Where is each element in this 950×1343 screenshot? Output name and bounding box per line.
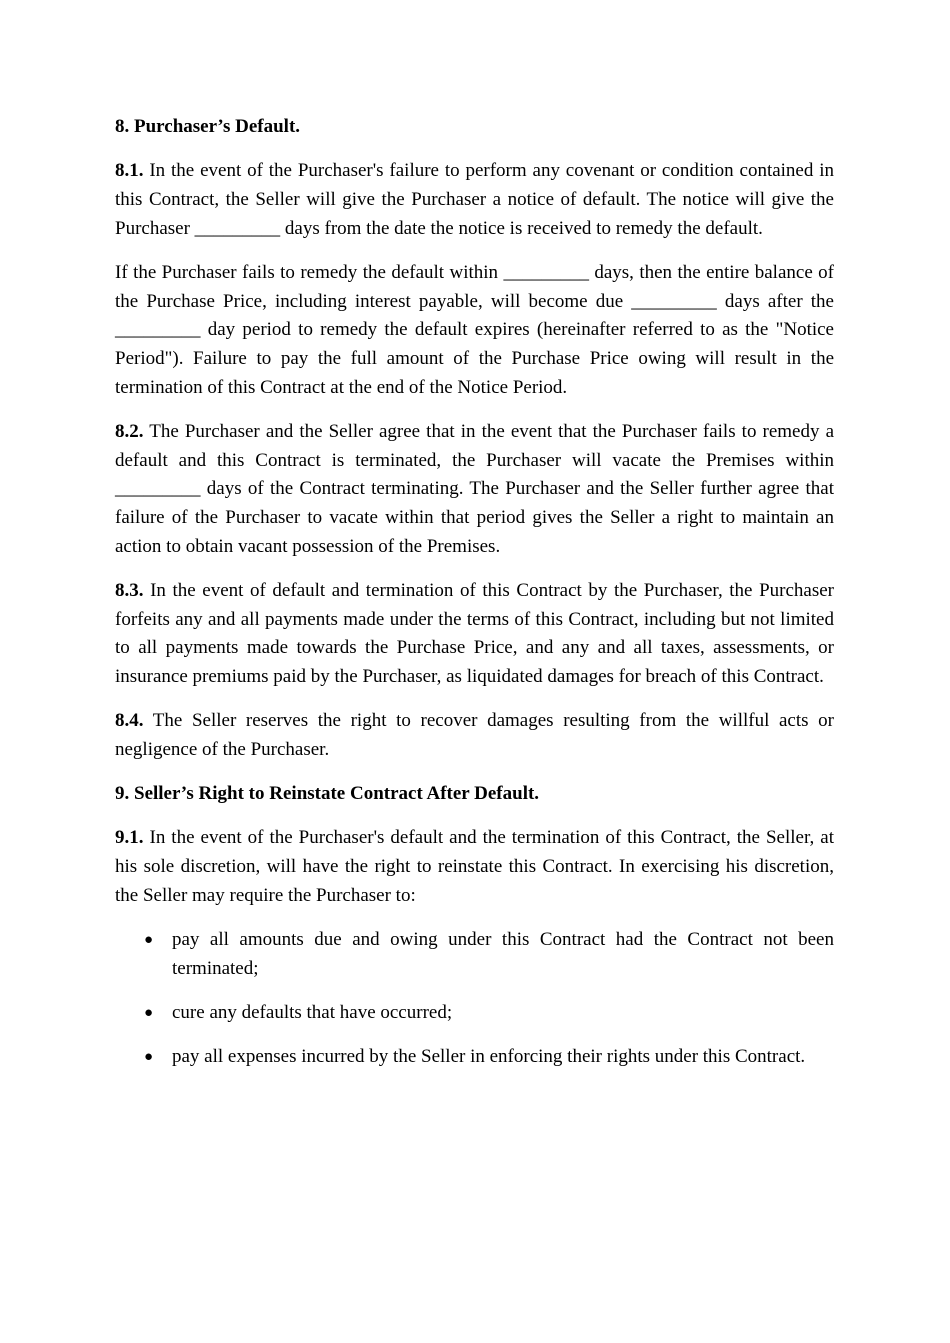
bullet-icon: ● [144,1048,154,1065]
clause-8-3-number: 8.3. [115,579,144,601]
section-8-heading: 8. Purchaser’s Default. [115,116,301,137]
clause-8-1-continued: If the Purchaser fails to remedy the default within _________ days, then the entire balance of the Purchase Price, including interest payable, will become due _________ days after the _________ day period to remedy the default expires (hereinafter referred to as the "Notice Period"). Failure to pay the full amount of the Purchase Price owing will result in the termination of this Contract at the end of the Notice Period. [115,261,834,398]
list-item [115,999,834,1028]
bullet-icon: ● [144,931,154,948]
document-page [115,113,834,1087]
clause-8-3 [115,577,834,692]
list-item-text: pay all expenses incurred by the Seller in enforcing their rights under this Contract. [172,1045,806,1067]
bullet-icon: ● [144,1004,154,1021]
clause-8-1-number: 8.1. [115,160,144,182]
clause-8-2-number: 8.2. [115,420,144,442]
clause-9-1 [115,824,834,910]
clause-9-1-number: 9.1. [115,827,144,849]
clause-8-4-number: 8.4. [115,710,144,732]
clause-8-4 [115,707,834,764]
clause-8-1 [115,157,834,243]
section-9-heading: 9. Seller’s Right to Reinstate Contract After Default. [115,783,540,805]
list-item [115,1043,834,1072]
clause-8-2 [115,418,834,562]
clause-8-1-text: In the event of the Purchaser's failure to perform any covenant or condition contained in this Contract, the Seller will give the Purchaser a notice of default. The notice will give the Purchaser _________ days from the date the notice is received to remedy the default. [115,160,834,239]
list-item [115,926,834,983]
clause-8-3-text: In the event of default and termination of this Contract by the Purchaser, the Purchaser forfeits any and all payments made under the terms of this Contract, including but not limited to all payments made towards the Purchase Price, and any and all taxes, assessments, or insurance premiums paid by the Purchaser, as liquidated damages for breach of this Contract. [115,579,834,687]
clause-8-4-text: The Seller reserves the right to recover damages resulting from the willful acts or negligence of the Purchaser. [115,710,834,760]
clause-8-2-text: The Purchaser and the Seller agree that in the event that the Purchaser fails to remedy a default and this Contract is terminated, the Purchaser will vacate the Premises within _________ days of the Contract terminating. The Purchaser and the Seller further agree that failure of the Purchaser to vacate within that period gives the Seller a right to maintain an action to obtain vacant possession of the Premises. [115,420,834,557]
list-item-text: cure any defaults that have occurred; [172,1001,453,1023]
reinstatement-requirements-list [115,926,834,1072]
clause-9-1-text: In the event of the Purchaser's default and the termination of this Contract, the Seller, at his sole discretion, will have the right to reinstate this Contract. In exercising his discretion, the Seller may require the Purchaser to: [115,827,834,906]
list-item-text: pay all amounts due and owing under this Contract had the Contract not been terminated; [172,928,834,979]
